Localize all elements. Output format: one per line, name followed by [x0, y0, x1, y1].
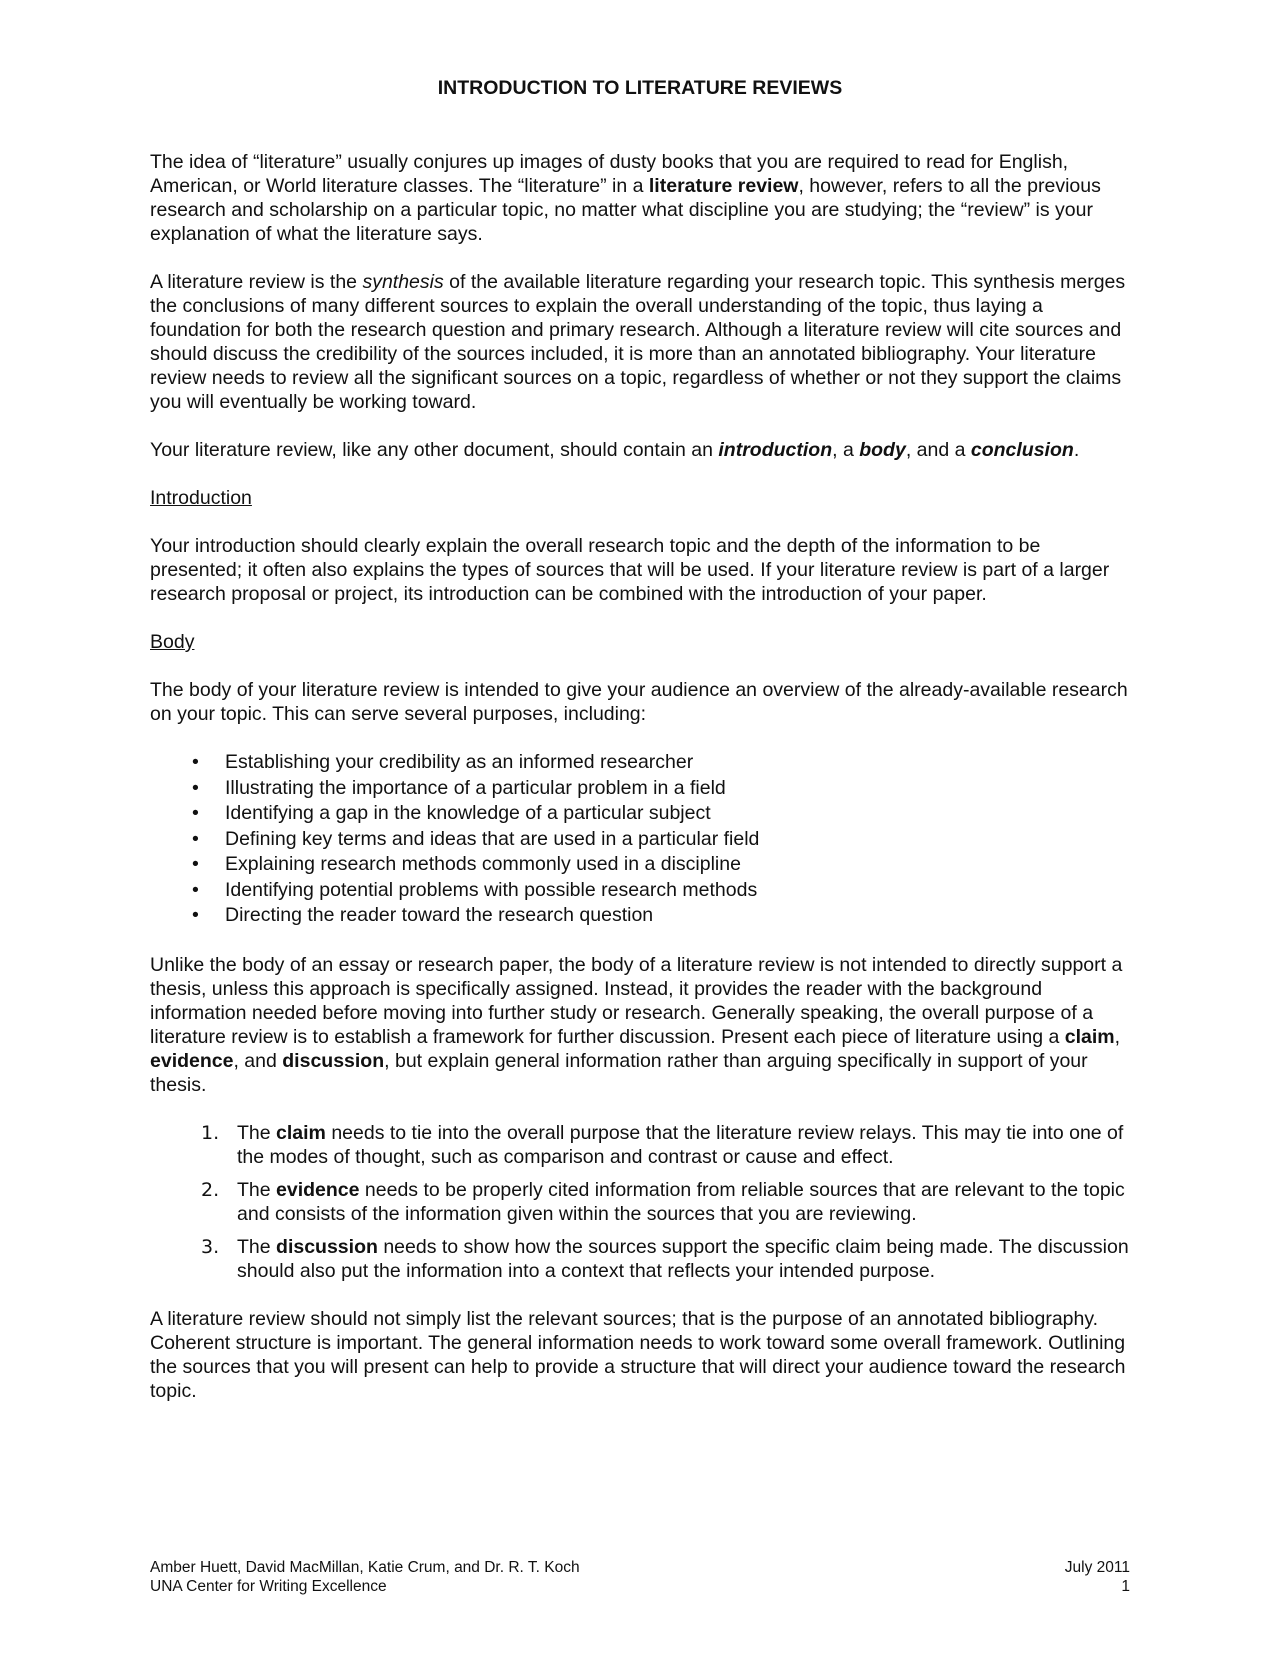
- list-item-pre: The: [237, 1235, 277, 1258]
- list-item-term: evidence: [276, 1178, 360, 1201]
- list-item: [192, 827, 1130, 853]
- p3-text-a: Your literature review, like any other document, should contain an: [150, 439, 719, 461]
- bullet-icon: •: [192, 802, 199, 824]
- list-item-term: claim: [276, 1121, 326, 1144]
- bullet-icon: •: [192, 776, 199, 799]
- list-item-post: needs to show how the sources support the specific claim being made. The discussion should also put the information into a context that reflects your intended purpose.: [237, 1235, 1129, 1282]
- list-item-pre: The: [237, 1178, 277, 1201]
- p3-text-e: , and a: [905, 439, 971, 461]
- footer-organization: UNA Center for Writing Excellence: [150, 1578, 387, 1595]
- list-number: 2.: [201, 1178, 220, 1201]
- paragraph-literature-definition: [150, 150, 1130, 246]
- p1-text-c: , however, refers to all the previous research and scholarship on a particular topic, no matter what discipline you are studying; the “review” is your explanation of what the literature says.: [150, 175, 1101, 245]
- purposes-bullet-list: [150, 750, 1130, 929]
- paragraph-structure: [150, 438, 1130, 462]
- list-item-pre: The: [237, 1121, 277, 1144]
- bullet-icon: •: [192, 853, 199, 875]
- list-item-text: Defining key terms and ideas that are used in a particular field: [225, 827, 760, 850]
- list-item-text: Identifying potential problems with possible research methods: [225, 878, 758, 901]
- list-number: 1.: [201, 1121, 220, 1144]
- p3-term-conclusion: conclusion: [970, 439, 1074, 461]
- p2-term-synthesis: synthesis: [362, 271, 444, 293]
- p3-text-g: .: [1073, 439, 1080, 461]
- list-item: [150, 1235, 1130, 1283]
- paragraph-synthesis: [150, 270, 1130, 414]
- list-item: [192, 776, 1130, 802]
- footer-authors: Amber Huett, David MacMillan, Katie Crum, and Dr. R. T. Koch: [150, 1559, 580, 1576]
- p3-text-c: , a: [832, 439, 860, 461]
- list-item: [192, 903, 1130, 929]
- list-item-post: needs to be properly cited information from reliable sources that are relevant to the topic and consists of the information given within the sources that you are reviewing.: [237, 1178, 1125, 1225]
- list-number: 3.: [201, 1235, 220, 1258]
- footer-date: July 2011: [1064, 1559, 1130, 1576]
- paragraph-body: The body of your literature review is intended to give your audience an overview of the already-available research on your topic. This can serve several purposes, including:: [150, 679, 1128, 725]
- p1-text-a: The idea of “literature” usually conjures up images of dusty books that you are required to read for English, American, or World literature classes. The “literature” in a: [150, 151, 1069, 197]
- list-item-term: discussion: [276, 1235, 378, 1258]
- unlike-text-a: Unlike the body of an essay or research paper, the body of a literature review is not intended to directly support a thesis, unless this approach is specifically assigned. Instead, it provides the reader with the background information needed before moving into further study or research. Generally speaking, the overall purpose of a literature review is to establish a framework for further discussion. Present each piece of literature using a: [150, 953, 1123, 1048]
- unlike-text-g: , but explain general information rather than arguing specifically in support of your thesis.: [150, 1049, 1088, 1096]
- list-item-text: Establishing your credibility as an informed researcher: [225, 751, 694, 773]
- p2-text-c: of the available literature regarding your research topic. This synthesis merges the conclusions of many different sources to explain the overall understanding of the topic, thus laying a foundation for both the research question and primary research. Although a literature review will cite sources and should discuss the credibility of the sources included, it is more than an annotated bibliography. Your literature review needs to review all the significant sources on a topic, regardless of whether or not they support the claims you will eventually be working toward.: [150, 271, 1126, 413]
- unlike-text-e: , and: [233, 1049, 283, 1072]
- paragraph-introduction: Your introduction should clearly explain the overall research topic and the depth of the information to be presented; it often also explains the types of sources that will be used. If your literature review is part of a larger research proposal or project, its introduction can be combined with the introduction of your paper.: [150, 535, 1110, 605]
- bullet-icon: •: [192, 878, 199, 901]
- section-heading-body: Body: [150, 631, 195, 653]
- document-body: [150, 150, 1130, 1427]
- page-title: INTRODUCTION TO LITERATURE REVIEWS: [437, 77, 843, 99]
- bullet-icon: •: [192, 827, 199, 850]
- footer-page-number: 1: [1121, 1578, 1130, 1595]
- list-item: [150, 1178, 1130, 1226]
- list-item: [192, 878, 1130, 904]
- unlike-text-c: ,: [1114, 1025, 1121, 1048]
- claim-evidence-discussion-list: [150, 1121, 1130, 1283]
- list-item: [192, 801, 1130, 827]
- paragraph-unlike-essay: [150, 953, 1130, 1097]
- p1-term-literature-review: literature review: [648, 175, 799, 197]
- p2-text-a: A literature review is the: [150, 271, 363, 293]
- section-heading-introduction: Introduction: [150, 487, 252, 509]
- list-item: [150, 1121, 1130, 1169]
- bullet-icon: •: [192, 751, 199, 773]
- unlike-term-discussion: discussion: [282, 1049, 385, 1072]
- list-item-text: Explaining research methods commonly used in a discipline: [225, 853, 741, 875]
- list-item-text: Directing the reader toward the research question: [225, 904, 654, 926]
- list-item-text: Illustrating the importance of a particular problem in a field: [225, 776, 726, 799]
- bullet-icon: •: [192, 904, 199, 926]
- p3-term-body: body: [859, 439, 906, 461]
- list-item-post: needs to tie into the overall purpose that the literature review relays. This may tie into one of the modes of thought, such as comparison and contrast or cause and effect.: [237, 1121, 1124, 1168]
- unlike-term-evidence: evidence: [150, 1049, 234, 1072]
- p3-term-introduction: introduction: [718, 439, 833, 461]
- unlike-term-claim: claim: [1064, 1025, 1115, 1048]
- paragraph-closing: A literature review should not simply list the relevant sources; that is the purpose of an annotated bibliography. Coherent structure is important. The general information needs to work toward some overall framework. Outlining the sources that you will present can help to provide a structure that will direct your audience toward the research topic.: [150, 1307, 1126, 1402]
- list-item: [192, 750, 1130, 776]
- page-footer: [150, 1558, 1130, 1596]
- list-item-text: Identifying a gap in the knowledge of a particular subject: [225, 802, 711, 824]
- list-item: [192, 852, 1130, 878]
